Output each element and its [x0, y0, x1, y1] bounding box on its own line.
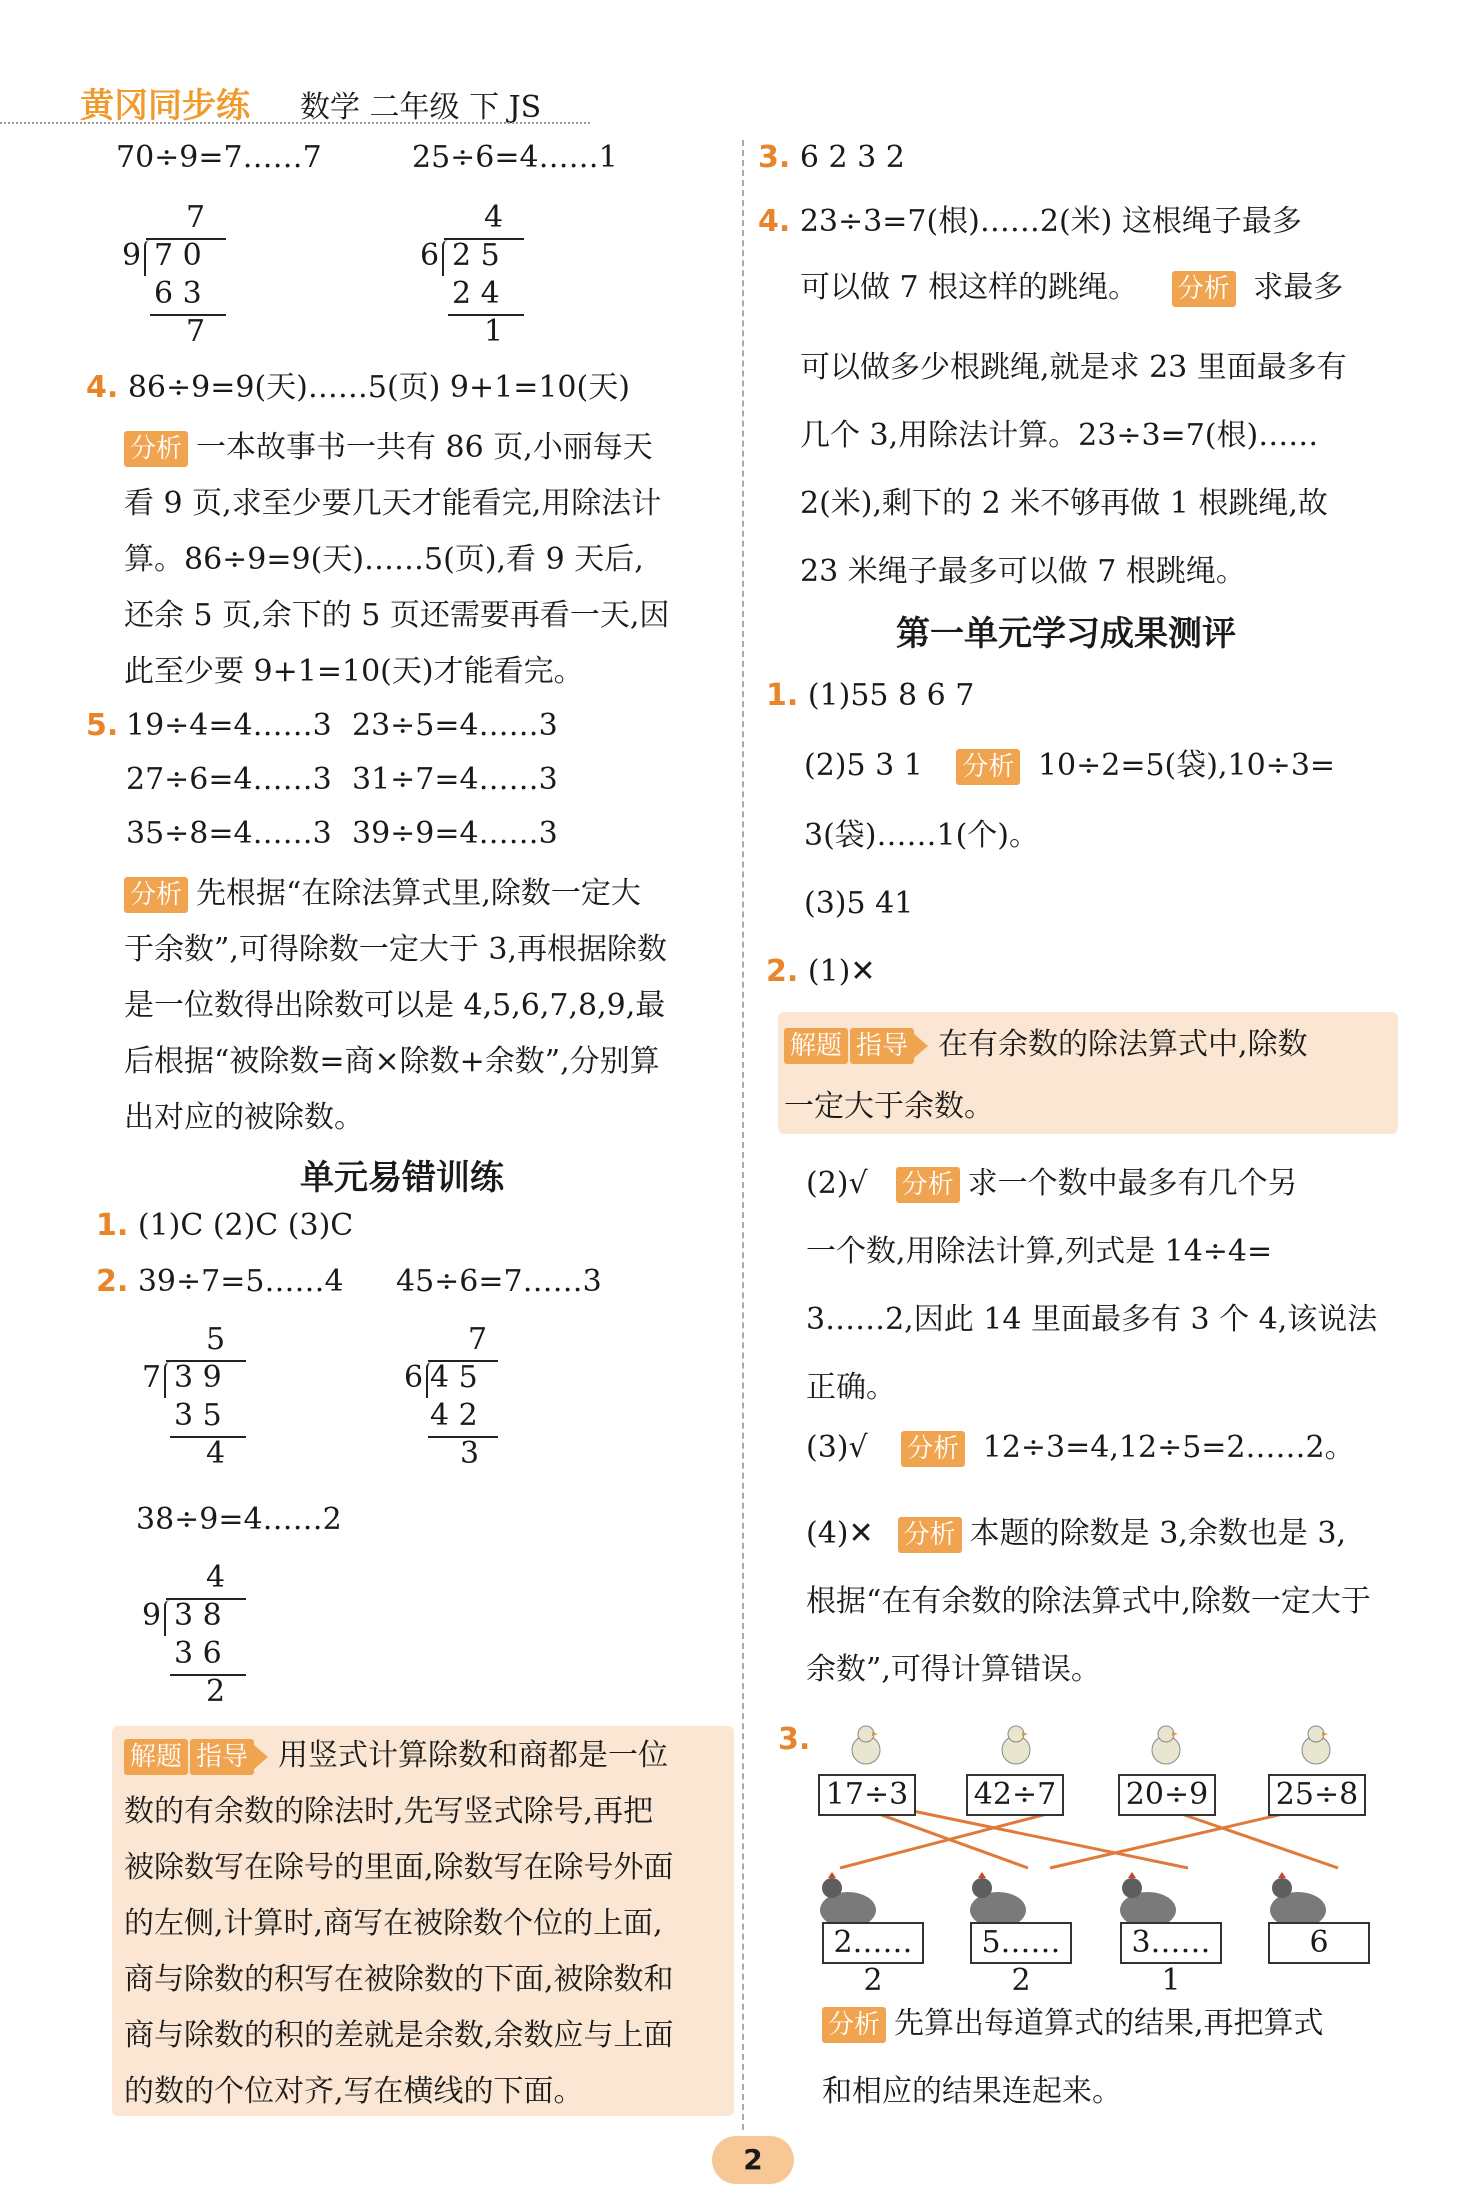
chick-icon: [852, 1726, 880, 1764]
t3-analysis: 分析 先算出每道算式的结果,再把算式 和相应的结果连起来。: [822, 2006, 1324, 2109]
q5-row-2a: 27÷6=4……3: [126, 762, 332, 797]
hen-icon: [1120, 1872, 1176, 1928]
header-rule: [0, 122, 590, 124]
analysis-tag: 分析: [956, 749, 1020, 785]
long-division-5: 4 9 3 8 3 6 2: [142, 1560, 252, 1720]
long-division-2: 4 6 2 5 2 4 1: [420, 200, 530, 360]
eq-70-9: 70÷9=7……7: [116, 140, 322, 175]
section-title-test: 第一单元学习成果测评: [896, 614, 1236, 654]
hen-icon: [820, 1872, 876, 1928]
expr-box-2: 42÷7: [966, 1774, 1064, 1816]
t2-c: (3)√ 分析 12÷3=4,12÷5=2……2。: [806, 1430, 1355, 1465]
long-division-4: 7 6 4 5 4 2 3: [404, 1322, 514, 1482]
e2-answer: 2. 39÷7=5……4: [96, 1264, 344, 1299]
expr-box-4: 25÷8: [1268, 1774, 1366, 1816]
t1-b: (2)5 3 1 分析 10÷2=5(袋),10÷3=: [804, 748, 1336, 783]
analysis-tag: 分析: [124, 877, 188, 913]
q5-row-3a: 35÷8=4……3: [126, 816, 332, 851]
chick-icon: [1302, 1726, 1330, 1764]
eq-25-6: 25÷6=4……1: [412, 140, 618, 175]
result-box-1: 2……2: [822, 1922, 924, 1964]
analysis-tag: 分析: [901, 1431, 965, 1467]
q5-number: 5.: [86, 708, 119, 743]
result-box-2: 5……2: [970, 1922, 1072, 1964]
header-subject: 数学 二年级 下 JS: [300, 90, 542, 125]
tip-arrow-icon: [254, 1745, 268, 1769]
section-title-errors: 单元易错训练: [300, 1158, 504, 1198]
t1-c: (3)5 41: [804, 886, 914, 921]
tip-tag: 解题: [784, 1028, 848, 1064]
q5-row-1a: 19÷4=4……3: [126, 708, 332, 743]
analysis-tag: 分析: [896, 1167, 960, 1203]
chick-icon: [1002, 1726, 1030, 1764]
page-header: [0, 70, 600, 130]
q5-row-2b: 31÷7=4……3: [352, 762, 558, 797]
page-number: 2: [712, 2136, 794, 2184]
tip-box-right: 解题 指导 在有余数的除法算式中,除数 一定大于余数。: [778, 1012, 1398, 1134]
hen-icon: [970, 1872, 1026, 1928]
hen-icon: [1270, 1872, 1326, 1928]
expr-box-3: 20÷9: [1118, 1774, 1216, 1816]
t2-d: (4)✕ 分析 本题的除数是 3,余数也是 3, 根据“在有余数的除法算式中,除数一定大于 余数”,可得计算错误。: [806, 1516, 1371, 1687]
analysis-tag: 分析: [124, 431, 188, 467]
r-q3: 3. 6 2 3 2: [758, 140, 905, 175]
r-q4-analysis: 可以做多少根跳绳,就是求 23 里面最多有 几个 3,用除法计算。23÷3=7(根)…… 2(米),剩下的 2 米不够再做 1 根跳绳,故 23 米绳子最多可以做 7 根跳绳。: [800, 350, 1347, 589]
t3-number: 3.: [778, 1722, 811, 1757]
r-q4-answer: 4. 23÷3=7(根)……2(米) 这根绳子最多: [758, 204, 1302, 239]
tip-box-left: 解题 指导 用竖式计算除数和商都是一位 数的有余数的除法时,先写竖式除号,再把 被除数写在除号的里面,除数写在除号外面 的左侧,计算时,商写在被除数个位的上面, 商与除数的积写在被除数的下面,被除数和 商与除数的积的差就是余数,余数应与上面 的数的个位对齐,写在横线的下面。: [112, 1726, 734, 2116]
brand-logo: 黄冈同步练: [80, 86, 250, 126]
column-divider: [742, 140, 744, 2130]
r-q4-line2: 可以做 7 根这样的跳绳。 分析 求最多: [800, 270, 1344, 305]
q4-answer: 4. 86÷9=9(天)……5(页) 9+1=10(天): [86, 370, 630, 405]
expr-box-1: 17÷3: [818, 1774, 916, 1816]
q4-analysis: 分析 一本故事书一共有 86 页,小丽每天 看 9 页,求至少要几天才能看完,用除法计 算。86÷9=9(天)……5(页),看 9 天后, 还余 5 页,余下的 5 页还需要再看一天,因 此至少要 9+1=10(天)才能看完。: [124, 430, 670, 689]
q5-row-3b: 39÷9=4……3: [352, 816, 558, 851]
t2-a: 2. (1)✕: [766, 954, 876, 989]
e2-eq3: 38÷9=4……2: [136, 1502, 342, 1537]
analysis-tag: 分析: [898, 1517, 962, 1553]
q5-analysis: 分析 先根据“在除法算式里,除数一定大 于余数”,可得除数一定大于 3,再根据除数 是一位数得出除数可以是 4,5,6,7,8,9,最 后根据“被除数=商×除数+余数”,分别算 出对应的被除数。: [124, 876, 668, 1135]
q5-row-1b: 23÷5=4……3: [352, 708, 558, 743]
chick-icon: [1152, 1726, 1180, 1764]
analysis-tag: 分析: [1172, 271, 1236, 307]
long-division-1: 7 9 7 0 6 3 7: [122, 200, 232, 360]
result-box-4: 6: [1268, 1922, 1370, 1964]
result-box-3: 3……1: [1120, 1922, 1222, 1964]
long-division-3: 5 7 3 9 3 5 4: [142, 1322, 252, 1482]
t1-b-line2: 3(袋)……1(个)。: [804, 818, 1039, 853]
t1-a: 1. (1)55 8 6 7: [766, 678, 975, 713]
e2-eq2: 45÷6=7……3: [396, 1264, 602, 1299]
tip-tag: 解题: [124, 1739, 188, 1775]
tip-arrow-icon: [914, 1034, 928, 1058]
t2-b: (2)√ 分析 求一个数中最多有几个另 一个数,用除法计算,列式是 14÷4= 3……2,因此 14 里面最多有 3 个 4,该说法 正确。: [806, 1166, 1378, 1405]
e1-answer: 1. (1)C (2)C (3)C: [96, 1208, 354, 1243]
analysis-tag: 分析: [822, 2007, 886, 2043]
